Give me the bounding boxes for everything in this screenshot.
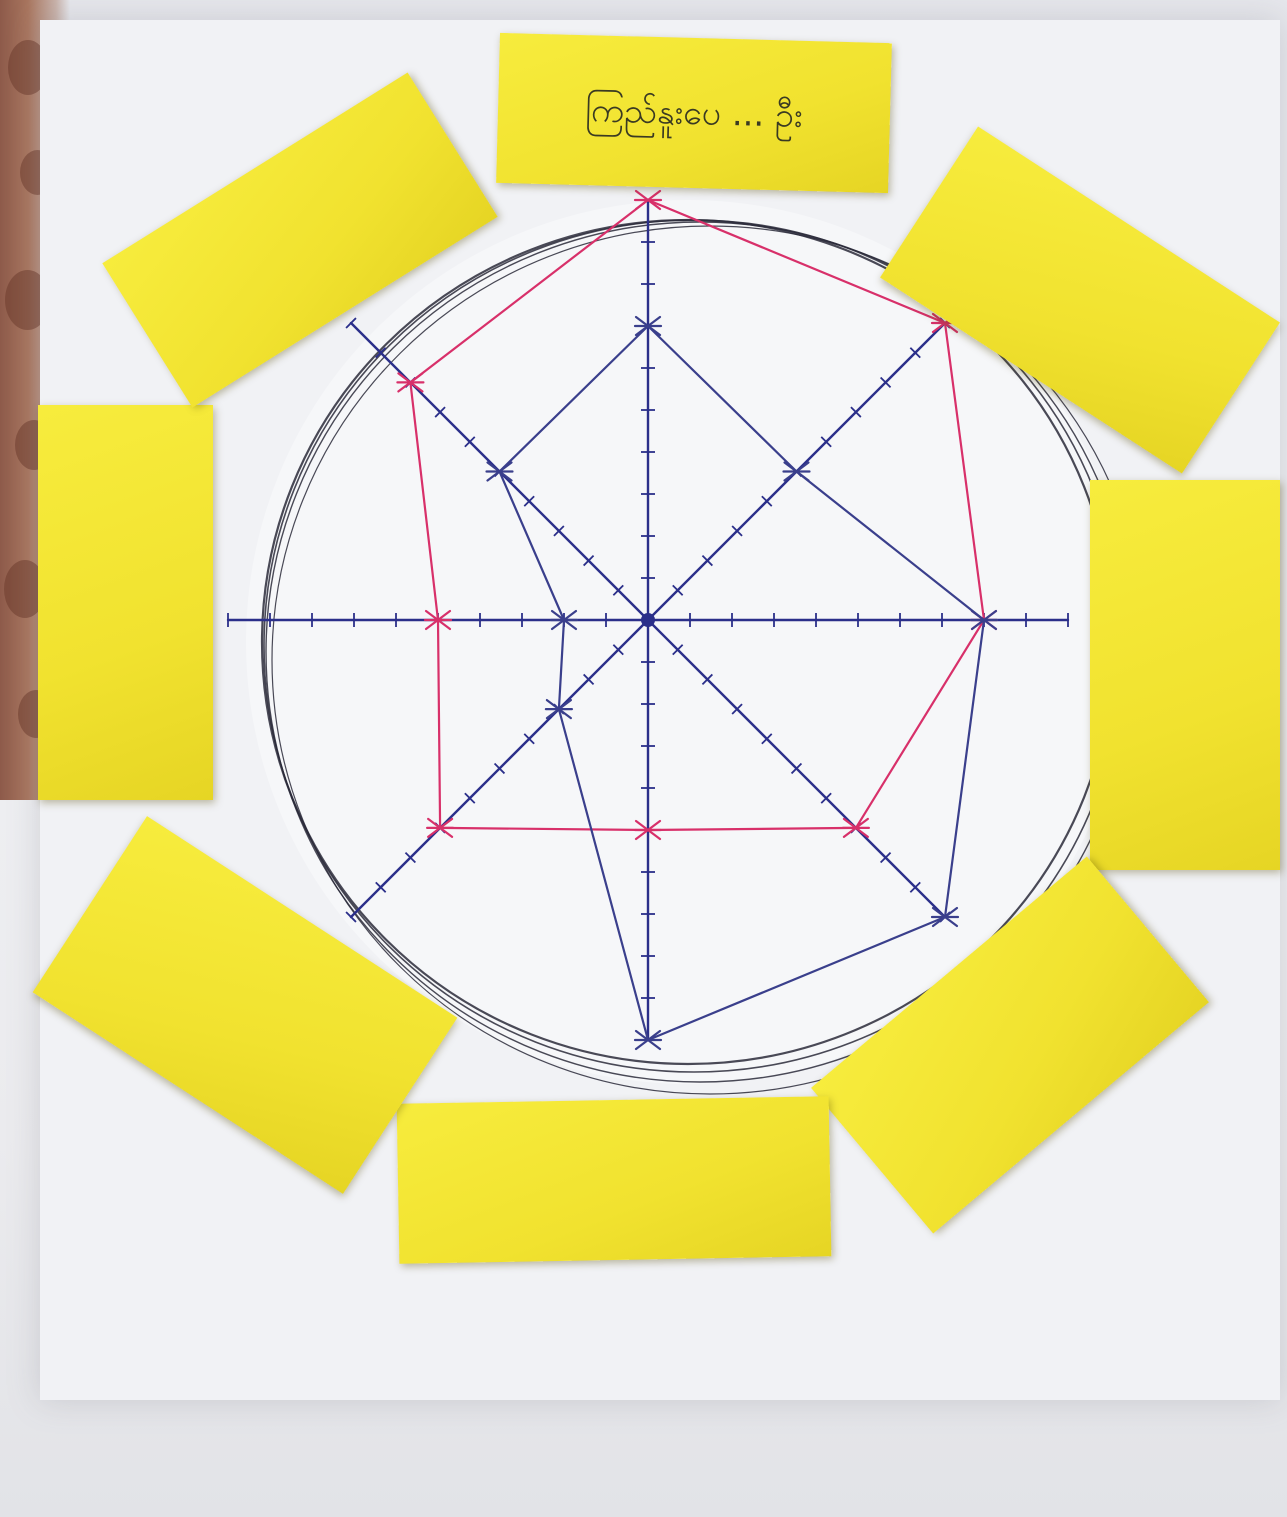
sticky-note-bottom [397, 1096, 832, 1264]
radar-center-dot [641, 613, 655, 627]
sticky-note-text: ကြည်နူးပေ ... ဦး [584, 89, 804, 136]
sticky-note-left [38, 405, 213, 800]
sticky-note-top [496, 33, 892, 193]
sticky-note-right [1090, 480, 1280, 870]
